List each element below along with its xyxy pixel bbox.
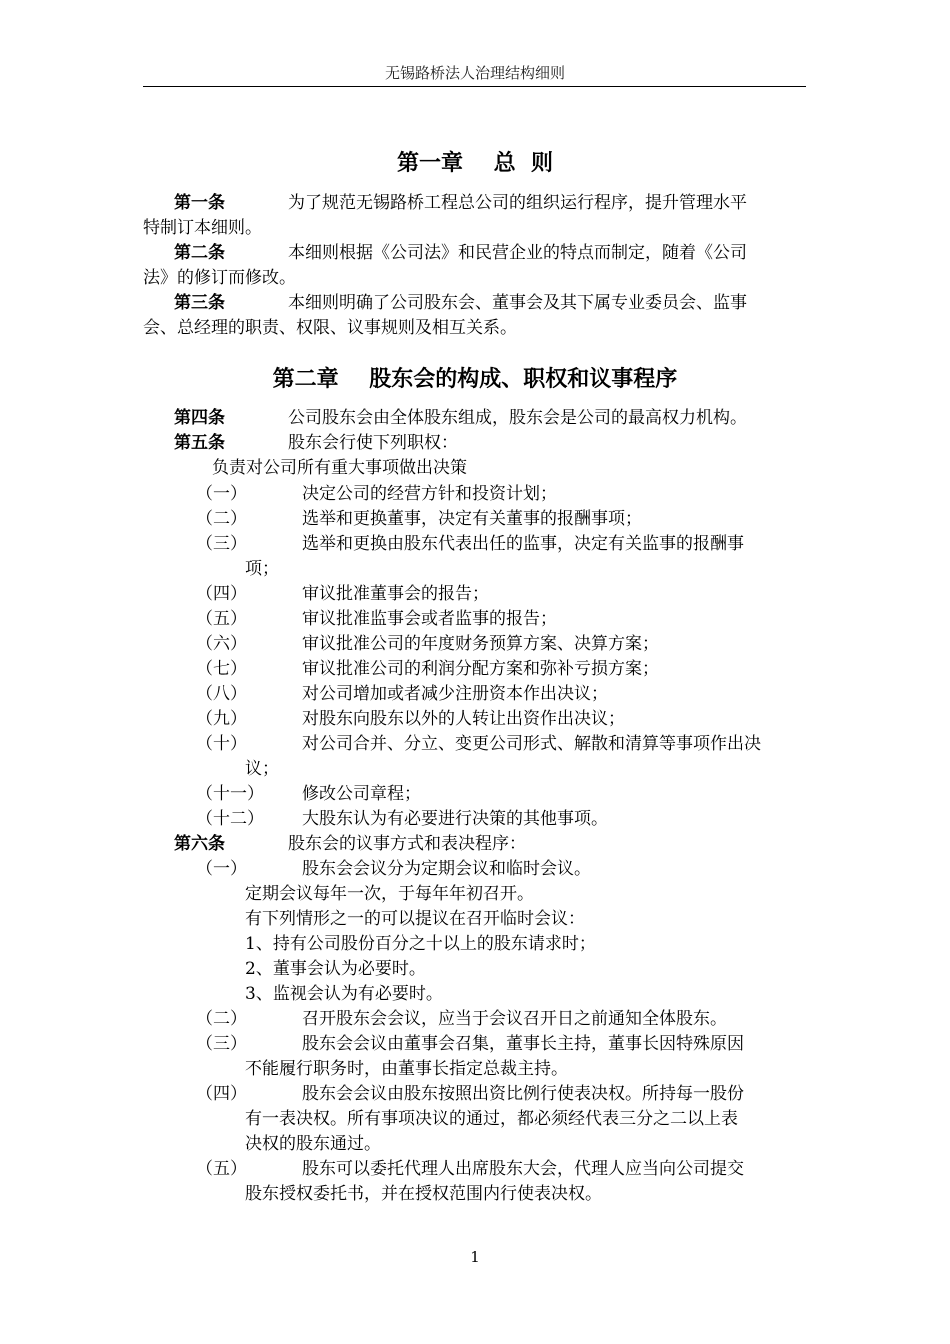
a5-item-text: 审议批准公司的利润分配方案和弥补亏损方案； (302, 659, 659, 679)
a5-item-text: 选举和更换董事，决定有关董事的报酬事项； (302, 509, 642, 529)
page-header: 无锡路桥法人治理结构细则 (384, 64, 565, 82)
article-4-text: 公司股东会由全体股东组成，股东会是公司的最高权力机构。 (288, 408, 747, 428)
article-5-intro: 负责对公司所有重大事项做出决策 (212, 458, 467, 478)
a5-item-num: （三） (196, 534, 247, 554)
a5-item-text: 审议批准监事会或者监事的报告； (302, 609, 557, 629)
a6-item-line: 有一表决权。所有事项决议的通过，都必须经代表三分之二以上表 (245, 1109, 738, 1129)
article-6-text: 股东会的议事方式和表决程序： (288, 834, 526, 854)
a6-item-text: 股东会会议由董事会召集，董事长主持，董事长因特殊原因 (302, 1034, 744, 1054)
a5-item-num: （一） (196, 484, 247, 504)
a5-item-text: 审议批准公司的年度财务预算方案、决算方案； (302, 634, 659, 654)
a5-item-text: 修改公司章程； (302, 784, 421, 804)
a6-item-line: 不能履行职务时，由董事长指定总裁主持。 (245, 1059, 568, 1079)
a6-item-text: 股东可以委托代理人出席股东大会，代理人应当向公司提交 (302, 1159, 744, 1179)
article-3-cont: 会、总经理的职责、权限、议事规则及相互关系。 (143, 318, 517, 338)
a5-item-num: （六） (196, 634, 247, 654)
a5-item-num: （五） (196, 609, 247, 629)
a5-item-cont: 项； (245, 559, 279, 579)
article-3-text: 本细则明确了公司股东会、董事会及其下属专业委员会、监事 (288, 293, 747, 313)
a6-item-text: 股东会会议由股东按照出资比例行使表决权。所持每一股份 (302, 1084, 744, 1104)
chapter-2-title: 第二章 股东会的构成、职权和议事程序 (272, 366, 678, 392)
a6-item-text: 股东会会议分为定期会议和临时会议。 (302, 859, 591, 879)
article-6-label: 第六条 (174, 834, 225, 854)
article-1-label: 第一条 (174, 193, 225, 213)
a6-item-line: 定期会议每年一次，于每年年初召开。 (245, 884, 534, 904)
a6-item-line: 股东授权委托书，并在授权范围内行使表决权。 (245, 1184, 602, 1204)
a6-item-line: 3、监视会认为有必要时。 (245, 984, 443, 1004)
header-rule (143, 86, 806, 87)
a5-item-num: （七） (196, 659, 247, 679)
a5-item-num: （二） (196, 509, 247, 529)
a5-item-num: （四） (196, 584, 247, 604)
article-3-label: 第三条 (174, 293, 225, 313)
chapter-1-title: 第一章 总 则 (397, 150, 553, 176)
a6-item-line: 决权的股东通过。 (245, 1134, 381, 1154)
a5-item-text: 对公司增加或者减少注册资本作出决议； (302, 684, 608, 704)
a6-item-line: 有下列情形之一的可以提议在召开临时会议： (245, 909, 585, 929)
article-2-cont: 法》的修订而修改。 (143, 268, 296, 288)
a5-item-num: （九） (196, 709, 247, 729)
a6-item-line: 2、董事会认为必要时。 (245, 959, 426, 979)
a6-item-text: 召开股东会会议，应当于会议召开日之前通知全体股东。 (302, 1009, 727, 1029)
article-5-text: 股东会行使下列职权： (288, 433, 458, 453)
a5-item-num: （十一） (196, 784, 264, 804)
article-1-text: 为了规范无锡路桥工程总公司的组织运行程序，提升管理水平 (288, 193, 747, 213)
a6-item-num: （三） (196, 1034, 247, 1054)
a6-item-num: （二） (196, 1009, 247, 1029)
a5-item-text: 大股东认为有必要进行决策的其他事项。 (302, 809, 608, 829)
a5-item-num: （十） (196, 734, 247, 754)
article-1-cont: 特制订本细则。 (143, 218, 262, 238)
a6-item-num: （四） (196, 1084, 247, 1104)
page-number: 1 (470, 1248, 480, 1266)
a6-item-num: （一） (196, 859, 247, 879)
a5-item-text: 对公司合并、分立、变更公司形式、解散和清算等事项作出决 (302, 734, 761, 754)
a6-item-num: （五） (196, 1159, 247, 1179)
article-2-text: 本细则根据《公司法》和民营企业的特点而制定，随着《公司 (288, 243, 747, 263)
article-4-label: 第四条 (174, 408, 225, 428)
a5-item-text: 选举和更换由股东代表出任的监事，决定有关监事的报酬事 (302, 534, 744, 554)
a5-item-text: 对股东向股东以外的人转让出资作出决议； (302, 709, 625, 729)
a5-item-text: 审议批准董事会的报告； (302, 584, 489, 604)
a6-item-line: 1、持有公司股份百分之十以上的股东请求时； (245, 934, 596, 954)
article-5-label: 第五条 (174, 433, 225, 453)
a5-item-cont: 议； (245, 759, 279, 779)
a5-item-num: （十二） (196, 809, 264, 829)
a5-item-num: （八） (196, 684, 247, 704)
article-2-label: 第二条 (174, 243, 225, 263)
a5-item-text: 决定公司的经营方针和投资计划； (302, 484, 557, 504)
